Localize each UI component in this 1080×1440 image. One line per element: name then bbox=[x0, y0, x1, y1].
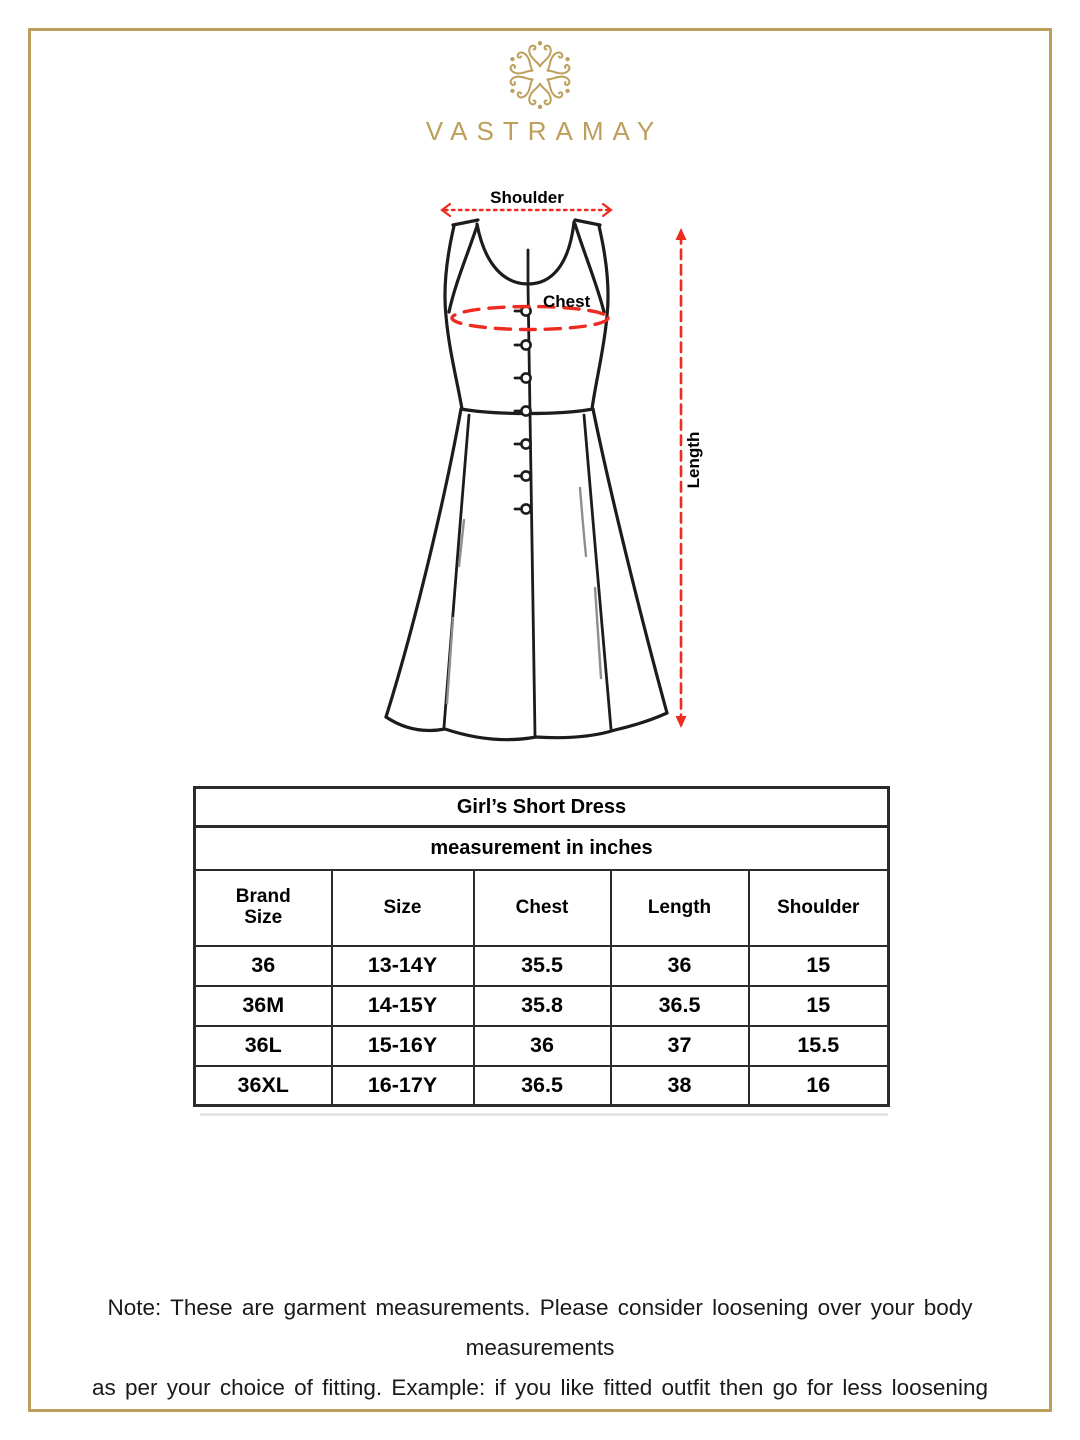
length-label: Length bbox=[684, 431, 703, 489]
table-subtitle: measurement in inches bbox=[195, 827, 889, 870]
cell-size: 13-14Y bbox=[332, 946, 474, 986]
note-line-1: Note: These are garment measurements. Please consider loosening over your body measurements bbox=[107, 1295, 973, 1360]
cell-chest: 35.8 bbox=[474, 986, 611, 1026]
col-header-length: Length bbox=[611, 870, 749, 946]
cell-brand-size: 36L bbox=[195, 1026, 332, 1066]
measurement-note bbox=[50, 1288, 1030, 1408]
cell-shoulder: 15 bbox=[749, 946, 889, 986]
table-header-row bbox=[195, 870, 889, 946]
brand-name: VASTRAMAY bbox=[425, 116, 664, 146]
table-title-row bbox=[195, 788, 889, 827]
note-line-2: as per your choice of fitting. Example: if you like fitted outfit then go for less loosening bbox=[92, 1375, 988, 1400]
brand-logo bbox=[0, 40, 1080, 147]
cell-length: 36.5 bbox=[611, 986, 749, 1026]
shoulder-label: Shoulder bbox=[490, 188, 564, 207]
table-subtitle-row bbox=[195, 827, 889, 870]
table-row bbox=[195, 946, 889, 986]
cell-shoulder: 15.5 bbox=[749, 1026, 889, 1066]
col-header-shoulder: Shoulder bbox=[749, 870, 889, 946]
cell-length: 36 bbox=[611, 946, 749, 986]
table-row bbox=[195, 986, 889, 1026]
cell-brand-size: 36 bbox=[195, 946, 332, 986]
cell-size: 14-15Y bbox=[332, 986, 474, 1026]
chest-label: Chest bbox=[543, 292, 591, 311]
dress-measurement-diagram bbox=[365, 188, 725, 763]
size-table bbox=[193, 786, 890, 1107]
vastramay-emblem-icon bbox=[505, 40, 575, 110]
cell-size: 16-17Y bbox=[332, 1066, 474, 1106]
col-header-chest: Chest bbox=[474, 870, 611, 946]
cell-chest: 36.5 bbox=[474, 1066, 611, 1106]
dress-drawing bbox=[386, 220, 667, 740]
col-header-size: Size bbox=[332, 870, 474, 946]
cell-length: 37 bbox=[611, 1026, 749, 1066]
cell-shoulder: 15 bbox=[749, 986, 889, 1026]
cell-brand-size: 36M bbox=[195, 986, 332, 1026]
cell-brand-size: 36XL bbox=[195, 1066, 332, 1106]
table-shadow bbox=[200, 1113, 888, 1116]
cell-shoulder: 16 bbox=[749, 1066, 889, 1106]
table-row bbox=[195, 1066, 889, 1106]
cell-chest: 35.5 bbox=[474, 946, 611, 986]
table-row bbox=[195, 1026, 889, 1066]
col-header-brand-size: Brand Size bbox=[195, 870, 332, 946]
table-title: Girl’s Short Dress bbox=[195, 788, 889, 827]
cell-length: 38 bbox=[611, 1066, 749, 1106]
cell-chest: 36 bbox=[474, 1026, 611, 1066]
cell-size: 15-16Y bbox=[332, 1026, 474, 1066]
